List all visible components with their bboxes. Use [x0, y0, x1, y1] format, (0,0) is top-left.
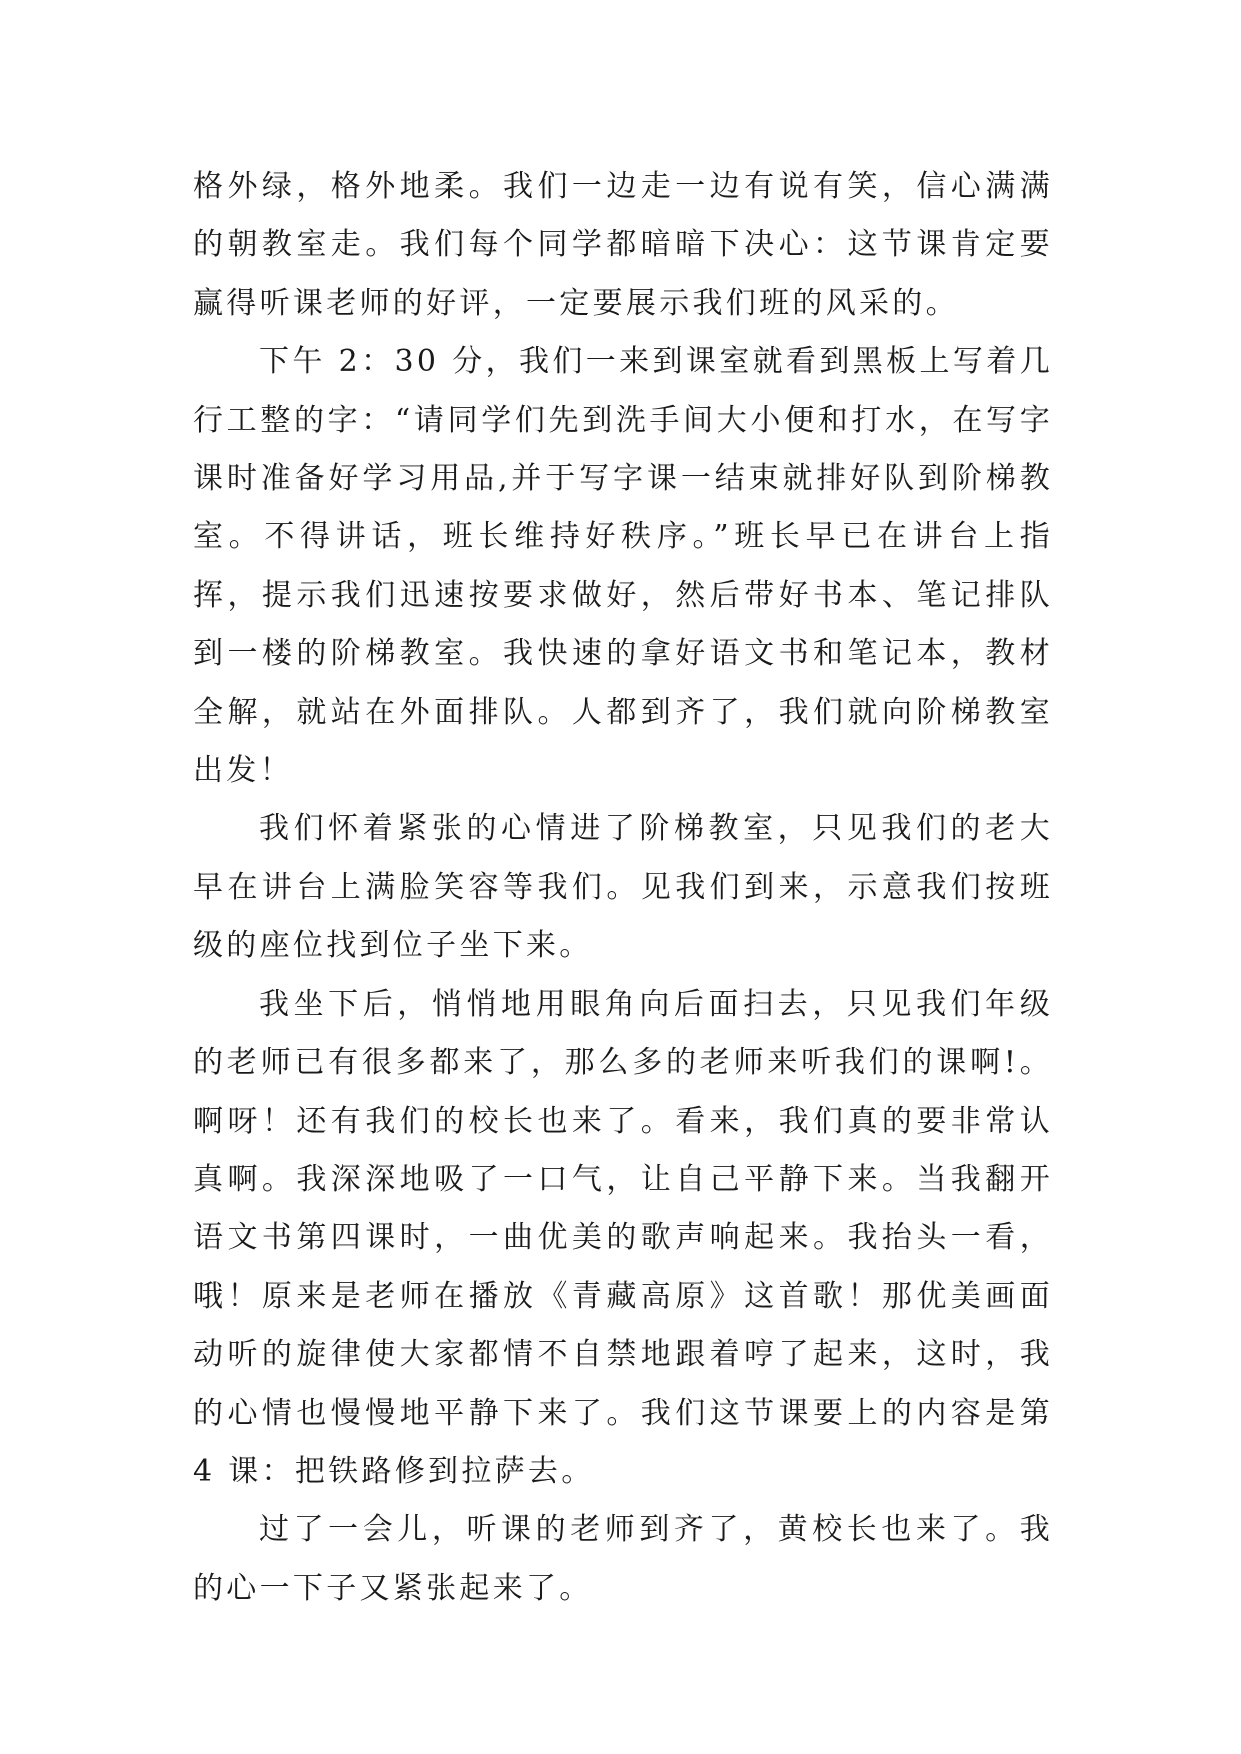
paragraph-2: 下午 2：30 分，我们一来到课室就看到黑板上写着几行工整的字：“请同学们先到洗手间大小便和打水，在写字课时准备好学习用品,并于写字课一结束就排好队到阶梯教室。不得讲话，班长维持好秩序。”班长早已在讲台上指挥，提示我们迅速按要求做好，然后带好书本、笔记排队到一楼的阶梯教室。我快速的拿好语文书和笔记本，教材全解，就站在外面排队。人都到齐了，我们就向阶梯教室出发！ [193, 344, 1053, 789]
document-body [193, 158, 1053, 1618]
paragraph-1: 格外绿，格外地柔。我们一边走一边有说有笑，信心满满的朝教室走。我们每个同学都暗暗下决心：这节课肯定要赢得听课老师的好评，一定要展示我们班的风采的。 [193, 169, 1053, 321]
paragraph-3: 我们怀着紧张的心情进了阶梯教室，只见我们的老大早在讲台上满脸笑容等我们。见我们到来，示意我们按班级的座位找到位子坐下来。 [193, 811, 1053, 964]
paragraph-4: 我坐下后，悄悄地用眼角向后面扫去，只见我们年级的老师已有很多都来了，那么多的老师来听我们的课啊!。啊呀！还有我们的校长也来了。看来，我们真的要非常认真啊。我深深地吸了一口气，让自己平静下来。当我翻开语文书第四课时，一曲优美的歌声响起来。我抬头一看，哦！原来是老师在播放《青藏高原》这首歌！那优美画面动听的旋律使大家都情不自禁地跟着哼了起来，这时，我的心情也慢慢地平静下来了。我们这节课要上的内容是第 4 课：把铁路修到拉萨去。 [193, 986, 1053, 1489]
paragraph-5: 过了一会儿，听课的老师到齐了，黄校长也来了。我的心一下子又紧张起来了。 [193, 1512, 1053, 1606]
